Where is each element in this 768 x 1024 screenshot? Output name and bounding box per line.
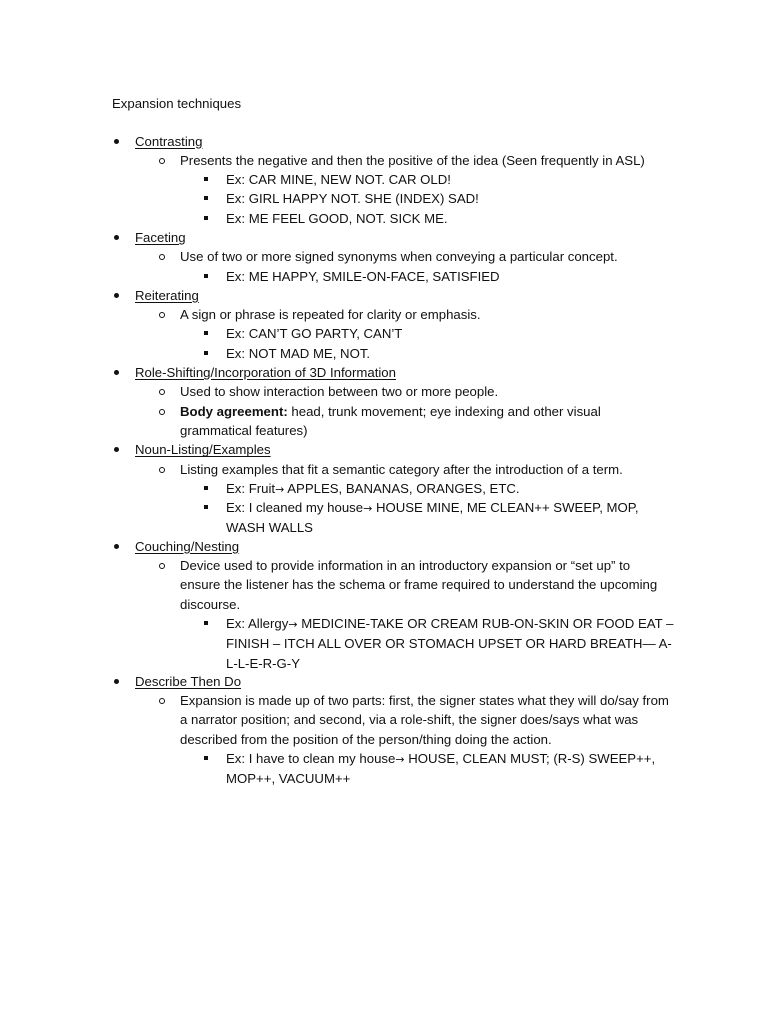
circle-bullet-icon xyxy=(159,563,165,569)
right-arrow-icon: → xyxy=(275,482,285,496)
square-bullet-icon xyxy=(204,756,208,760)
section-item xyxy=(0,286,768,305)
bullet-icon xyxy=(114,370,119,375)
point-item xyxy=(0,382,768,401)
section-heading: Couching/Nesting xyxy=(135,538,240,554)
example-text xyxy=(226,479,676,499)
example-lead: Ex: Fruit xyxy=(226,480,276,496)
circle-bullet-icon xyxy=(159,158,165,164)
example-text: Ex: CAR MINE, NEW NOT. CAR OLD! xyxy=(226,172,451,188)
point-item xyxy=(0,151,768,170)
section-item xyxy=(0,537,768,556)
section-heading: Reiterating xyxy=(135,287,199,303)
square-bullet-icon xyxy=(204,621,208,625)
section-item xyxy=(0,672,768,691)
bullet-icon xyxy=(114,293,119,298)
example-lead: Ex: Allergy xyxy=(226,615,289,631)
point-text: Use of two or more signed synonyms when conveying a particular concept. xyxy=(180,249,618,265)
example-lead: Ex: I cleaned my house xyxy=(226,500,364,516)
example-expansion: HOUSE, CLEAN MUST; (R-S) SWEEP++, MOP++, VACUUM++ xyxy=(226,751,656,787)
point-description: head, trunk movement; eye indexing and other visual grammatical features) xyxy=(180,403,601,438)
point-text: Listing examples that fit a semantic category after the introduction of a term. xyxy=(180,461,623,477)
example-item xyxy=(0,267,768,286)
example-item xyxy=(0,479,768,498)
section-item xyxy=(0,363,768,382)
section-item xyxy=(0,132,768,151)
example-expansion: HOUSE MINE, ME CLEAN++ SWEEP, MOP, WASH WALLS xyxy=(226,500,639,536)
document-title: Expansion techniques xyxy=(112,96,242,111)
example-text: Ex: CAN’T GO PARTY, CAN’T xyxy=(226,326,403,342)
point-item xyxy=(0,460,768,479)
point-item xyxy=(0,305,768,324)
square-bullet-icon xyxy=(204,486,208,490)
example-item xyxy=(0,170,768,189)
square-bullet-icon xyxy=(204,351,208,355)
circle-bullet-icon xyxy=(159,467,165,473)
section-heading: Role-Shifting/Incorporation of 3D Information xyxy=(135,365,396,381)
point-item xyxy=(0,691,768,749)
bullet-icon xyxy=(114,235,119,240)
right-arrow-icon: → xyxy=(288,617,298,631)
example-item xyxy=(0,749,768,788)
point-text: A sign or phrase is repeated for clarity or emphasis. xyxy=(180,307,481,323)
square-bullet-icon xyxy=(204,177,208,181)
circle-bullet-icon xyxy=(159,409,165,415)
bullet-icon xyxy=(114,139,119,144)
section-heading: Noun-Listing/Examples xyxy=(135,442,271,458)
example-text: Ex: NOT MAD ME, NOT. xyxy=(226,345,371,361)
bullet-icon xyxy=(114,679,119,684)
bold-term: Body agreement: xyxy=(180,403,288,419)
point-text: Used to show interaction between two or more people. xyxy=(180,384,499,400)
point-text xyxy=(180,402,670,441)
example-item xyxy=(0,189,768,208)
right-arrow-icon: → xyxy=(395,753,405,766)
example-item xyxy=(0,614,768,672)
bullet-icon xyxy=(114,447,119,452)
circle-bullet-icon xyxy=(159,254,165,260)
example-text: Ex: ME HAPPY, SMILE-ON-FACE, SATISFIED xyxy=(226,268,500,284)
circle-bullet-icon xyxy=(159,312,165,318)
bullet-icon xyxy=(114,544,119,549)
example-text: Ex: ME FEEL GOOD, NOT. SICK ME. xyxy=(226,210,448,226)
example-item xyxy=(0,344,768,363)
example-text xyxy=(226,614,676,673)
section-heading: Contrasting xyxy=(135,133,203,149)
square-bullet-icon xyxy=(204,274,208,278)
square-bullet-icon xyxy=(204,216,208,220)
example-item xyxy=(0,209,768,228)
point-item xyxy=(0,247,768,266)
point-text: Presents the negative and then the positive of the idea (Seen frequently in ASL) xyxy=(180,152,645,168)
example-item xyxy=(0,498,768,537)
section-item xyxy=(0,228,768,247)
section-heading: Describe Then Do xyxy=(135,673,242,689)
example-item xyxy=(0,324,768,343)
point-text: Device used to provide information in an introductory expansion or “set up” to ensure the listener has the schema or frame required to understand the upcoming discourse. xyxy=(180,558,658,612)
point-item xyxy=(0,556,768,614)
square-bullet-icon xyxy=(204,331,208,335)
example-lead: Ex: I have to clean my house xyxy=(226,751,396,766)
section-heading: Faceting xyxy=(135,229,186,245)
example-text xyxy=(226,749,676,789)
example-expansion: APPLES, BANANAS, ORANGES, ETC. xyxy=(284,480,520,496)
circle-bullet-icon xyxy=(159,389,165,395)
point-item xyxy=(0,402,768,441)
right-arrow-icon: → xyxy=(363,502,373,516)
point-text: Expansion is made up of two parts: first, the signer states what they will do/say from a narrator position; and second, via a role-shift, the signer does/says what was described from the position of the person/thing doing the action. xyxy=(180,693,669,747)
square-bullet-icon xyxy=(204,505,208,509)
circle-bullet-icon xyxy=(159,698,165,704)
example-expansion: MEDICINE-TAKE OR CREAM RUB-ON-SKIN OR FOOD EAT – FINISH – ITCH ALL OVER OR STOMACH UPSET OR HARD BREATH— A-L-L-E-R-G-Y xyxy=(226,615,674,671)
example-text: Ex: GIRL HAPPY NOT. SHE (INDEX) SAD! xyxy=(226,191,479,207)
technique-list xyxy=(0,132,768,788)
example-text xyxy=(226,498,676,538)
square-bullet-icon xyxy=(204,196,208,200)
section-item xyxy=(0,440,768,459)
